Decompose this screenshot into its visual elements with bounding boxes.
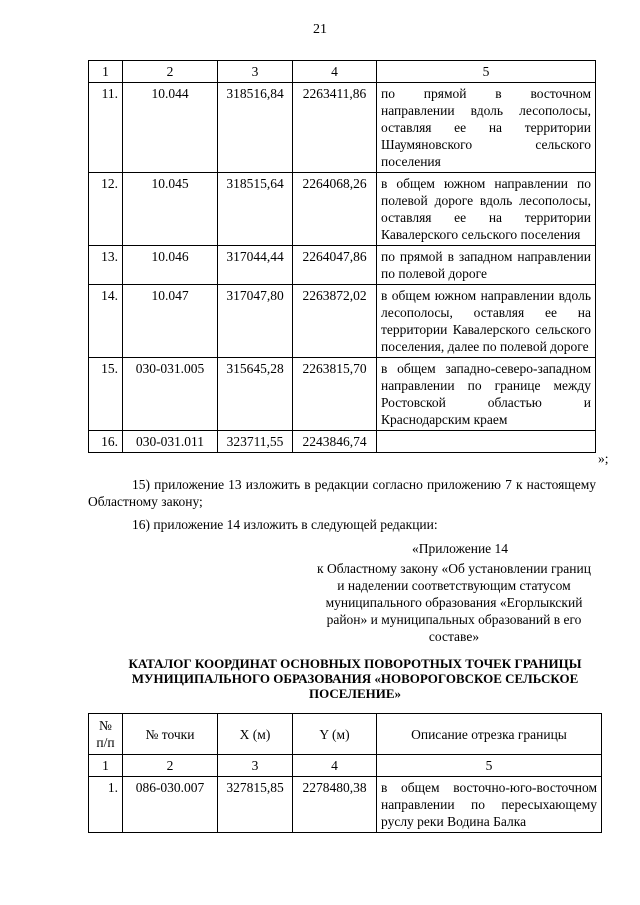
y-coordinate-cell: 2263872,02 — [293, 285, 377, 358]
x-coordinate-cell: 318515,64 — [218, 173, 293, 246]
table-row — [89, 285, 596, 358]
column-number-cell: 1 — [89, 755, 123, 777]
column-header-cell: № п/п — [89, 714, 123, 755]
x-coordinate-cell: 315645,28 — [218, 358, 293, 431]
table-row — [89, 431, 596, 453]
point-id-cell: 086-030.007 — [123, 777, 218, 833]
y-coordinate-cell: 2264068,26 — [293, 173, 377, 246]
point-id-cell: 10.044 — [123, 83, 218, 173]
column-number-cell: 1 — [89, 61, 123, 83]
y-coordinate-cell: 2263411,86 — [293, 83, 377, 173]
column-number-cell: 3 — [218, 61, 293, 83]
table-row — [89, 777, 602, 833]
row-number-cell: 12. — [89, 173, 123, 246]
table-row — [89, 173, 596, 246]
y-coordinate-cell: 2263815,70 — [293, 358, 377, 431]
x-coordinate-cell: 317047,80 — [218, 285, 293, 358]
column-number-cell: 5 — [377, 755, 602, 777]
coordinates-table-continued — [88, 60, 596, 453]
column-number-row — [89, 61, 596, 83]
coordinates-table-new — [88, 713, 602, 833]
appendix-subtitle: к Областному закону «Об установлении границ и наделении соответствующим статусом муниципального образования «Егорлыкский район» и муниципальных образований в его составе» — [317, 561, 591, 644]
row-number-cell: 14. — [89, 285, 123, 358]
paragraph-15: 15) приложение 13 изложить в редакции согласно приложению 7 к настоящему Областному закону; — [88, 477, 596, 509]
x-coordinate-cell: 317044,44 — [218, 246, 293, 285]
appendix-title: «Приложение 14 — [411, 541, 509, 556]
row-number-cell: 13. — [89, 246, 123, 285]
column-header-cell: Y (м) — [293, 714, 377, 755]
paragraph-16: 16) приложение 14 изложить в следующей редакции: — [132, 517, 438, 532]
table-row — [89, 246, 596, 285]
point-id-cell: 030-031.005 — [123, 358, 218, 431]
y-coordinate-cell: 2243846,74 — [293, 431, 377, 453]
description-cell: по прямой в восточном направлении вдоль лесополосы, оставляя ее на территории Шаумяновского сельского поселения — [377, 83, 596, 173]
table-row — [89, 358, 596, 431]
y-coordinate-cell: 2264047,86 — [293, 246, 377, 285]
column-header-cell: X (м) — [218, 714, 293, 755]
column-number-cell: 2 — [123, 755, 218, 777]
catalog-title: КАТАЛОГ КООРДИНАТ ОСНОВНЫХ ПОВОРОТНЫХ ТОЧЕК ГРАНИЦЫ МУНИЦИПАЛЬНОГО ОБРАЗОВАНИЯ «НОВОРОГОВСКОЕ СЕЛЬСКОЕ ПОСЕЛЕНИЕ» — [128, 656, 582, 701]
x-coordinate-cell: 327815,85 — [218, 777, 293, 833]
point-id-cell: 10.046 — [123, 246, 218, 285]
x-coordinate-cell: 318516,84 — [218, 83, 293, 173]
description-cell: в общем восточно-юго-восточном направлении по пересыхающему руслу реки Водина Балка — [377, 777, 602, 833]
row-number-cell: 16. — [89, 431, 123, 453]
table-header-row — [89, 714, 602, 755]
y-coordinate-cell: 2278480,38 — [293, 777, 377, 833]
page-number: 21 — [313, 22, 327, 37]
description-cell: в общем южном направлении вдоль лесополосы, оставляя ее на территории Кавалерского сельского поселения, далее по полевой дороге — [377, 285, 596, 358]
column-number-cell: 2 — [123, 61, 218, 83]
row-number-cell: 11. — [89, 83, 123, 173]
table-row — [89, 83, 596, 173]
description-cell: в общем западно-северо-западном направлении по границе между Ростовской областью и Краснодарским краем — [377, 358, 596, 431]
row-number-cell: 1. — [89, 777, 123, 833]
x-coordinate-cell: 323711,55 — [218, 431, 293, 453]
column-number-cell: 3 — [218, 755, 293, 777]
point-id-cell: 10.045 — [123, 173, 218, 246]
quote-end-mark: »; — [598, 451, 609, 466]
description-cell: в общем южном направлении по полевой дороге вдоль лесополосы, оставляя ее на территории Кавалерского сельского поселения — [377, 173, 596, 246]
description-cell: по прямой в западном направлении по полевой дороге — [377, 246, 596, 285]
column-number-cell: 4 — [293, 61, 377, 83]
column-number-cell: 5 — [377, 61, 596, 83]
point-id-cell: 10.047 — [123, 285, 218, 358]
column-header-cell: Описание отрезка границы — [377, 714, 602, 755]
column-number-cell: 4 — [293, 755, 377, 777]
column-header-cell: № точки — [123, 714, 218, 755]
column-number-row — [89, 755, 602, 777]
row-number-cell: 15. — [89, 358, 123, 431]
description-cell — [377, 431, 596, 453]
point-id-cell: 030-031.011 — [123, 431, 218, 453]
